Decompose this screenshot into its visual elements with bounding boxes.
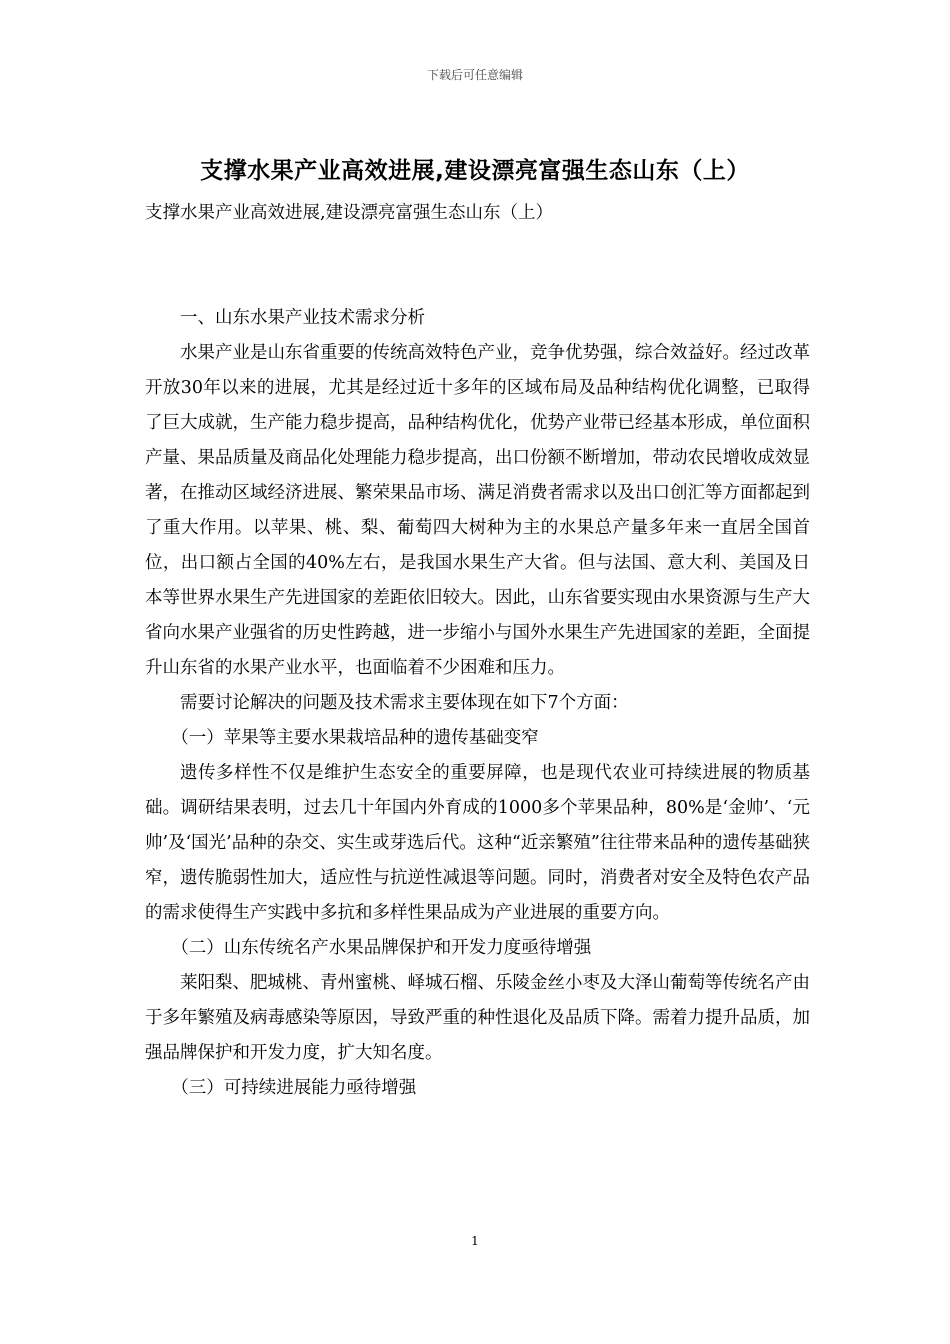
paragraph: 需要讨论解决的问题及技术需求主要体现在如下7个方面： bbox=[180, 693, 629, 713]
paragraph: 水果产业是山东省重要的传统高效特色产业，竞争优势强，综合效益好。经过改革开放30年以来的进展，尤其是经过近十多年的区域布局及品种结构优化调整，已取得了巨大成就，生产能力稳步提高，品种结构优化，优势产业带已经基本形成，单位面积产量、果品质量及商品化处理能力稳步提高，出口份额不断增加，带动农民增收成效显著，在推动区域经济进展、繁荣果品市场、满足消费者需求以及出口创汇等方面都起到了重大作用。以苹果、桃、梨、葡萄四大树种为主的水果总产量多年来一直居全国首位，出口额占全国的40%左右，是我国水果生产大省。但与法国、意大利、美国及日本等世界水果生产先进国家的差距依旧较大。因此，山东省要实现由水果资源与生产大省向水果产业强省的历史性跨越，进一步缩小与国外水果生产先进国家的差距，全面提升山东省的水果产业水平，也面临着不少困难和压力。 bbox=[145, 343, 810, 678]
page-number: 1 bbox=[471, 1234, 479, 1248]
header-note: 下载后可任意编辑 bbox=[426, 68, 523, 82]
document-subtitle: 支撑水果产业高效进展,建设漂亮富强生态山东（上） bbox=[145, 203, 554, 223]
paragraph: 莱阳梨、肥城桃、青州蜜桃、峄城石榴、乐陵金丝小枣及大泽山葡萄等传统名产由于多年繁殖及病毒感染等原因，导致严重的种性退化及品质下降。需着力提升品质，加强品牌保护和开发力度，扩大知名度。 bbox=[145, 973, 810, 1063]
subsection-heading: （一）苹果等主要水果栽培品种的遗传基础变窄 bbox=[171, 728, 539, 748]
section-heading: 一、山东水果产业技术需求分析 bbox=[180, 308, 425, 328]
subsection-heading: （三）可持续进展能力亟待增强 bbox=[171, 1078, 417, 1098]
blank-space bbox=[145, 231, 810, 301]
subsection-heading: （二）山东传统名产水果品牌保护和开发力度亟待增强 bbox=[171, 938, 592, 958]
document-body bbox=[145, 196, 810, 1106]
document-title: 支撑水果产业高效进展,建设漂亮富强生态山东（上） bbox=[200, 158, 750, 184]
paragraph: 遗传多样性不仅是维护生态安全的重要屏障，也是现代农业可持续进展的物质基础。调研结果表明，过去几十年国内外育成的1000多个苹果品种，80%是‘金帅’、‘元帅’及‘国光’品种的杂交、实生或芽选后代。这种“近亲繁殖”往往带来品种的遗传基础狭窄，遗传脆弱性加大，适应性与抗逆性减退等问题。同时，消费者对安全及特色农产品的需求使得生产实践中多抗和多样性果品成为产业进展的重要方向。 bbox=[145, 763, 810, 923]
